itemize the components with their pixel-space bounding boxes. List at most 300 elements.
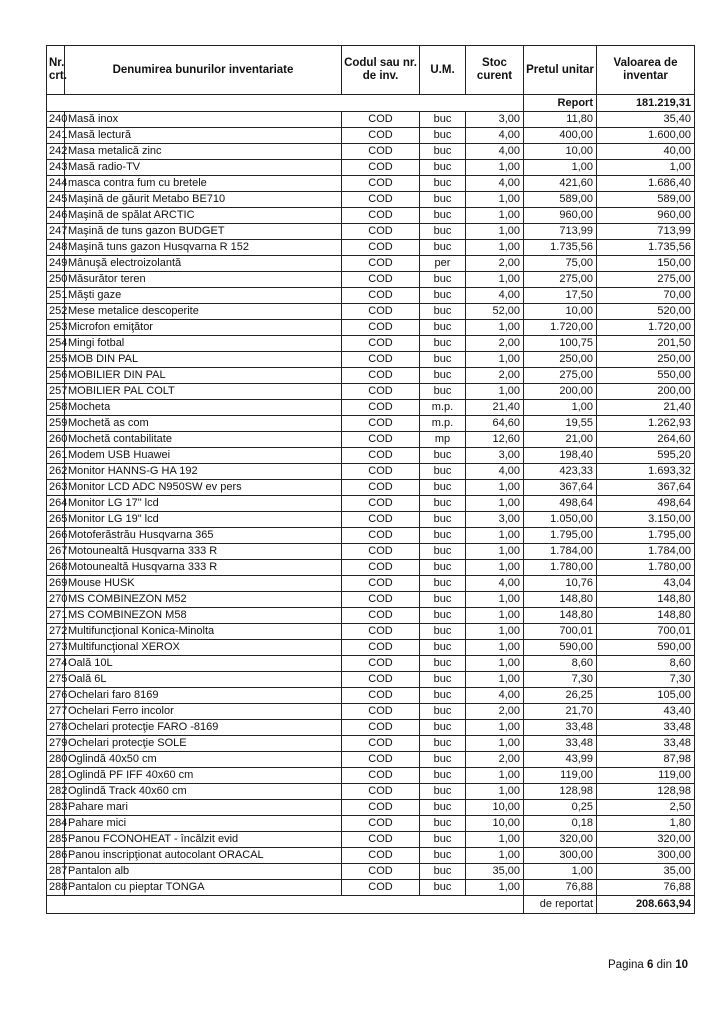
cell-code: COD (342, 160, 420, 176)
cell-nr: 256 (47, 368, 65, 384)
cell-um: buc (420, 320, 466, 336)
table-row (47, 160, 695, 176)
cell-name: Modem USB Huawei (65, 448, 342, 464)
cell-nr: 257 (47, 384, 65, 400)
cell-stock: 1,00 (466, 272, 524, 288)
cell-stock: 1,00 (466, 592, 524, 608)
table-row (47, 352, 695, 368)
cell-value: 148,80 (597, 608, 695, 624)
cell-name: Masă inox (65, 112, 342, 128)
cell-um: buc (420, 544, 466, 560)
cell-nr: 283 (47, 800, 65, 816)
cell-stock: 1,00 (466, 384, 524, 400)
cell-um: buc (420, 128, 466, 144)
cell-price: 1.784,00 (524, 544, 597, 560)
cell-value: 550,00 (597, 368, 695, 384)
table-row (47, 784, 695, 800)
cell-code: COD (342, 880, 420, 896)
cell-stock: 1,00 (466, 656, 524, 672)
cell-nr: 265 (47, 512, 65, 528)
cell-stock: 35,00 (466, 864, 524, 880)
table-row (47, 400, 695, 416)
cell-um: buc (420, 736, 466, 752)
cell-name: Motounealtă Husqvarna 333 R (65, 560, 342, 576)
cell-price: 275,00 (524, 272, 597, 288)
cell-name: Monitor LCD ADC N950SW ev pers (65, 480, 342, 496)
cell-stock: 2,00 (466, 704, 524, 720)
cell-stock: 1,00 (466, 768, 524, 784)
table-row (47, 768, 695, 784)
cell-name: MOBILIER PAL COLT (65, 384, 342, 400)
cell-price: 423,33 (524, 464, 597, 480)
cell-nr: 270 (47, 592, 65, 608)
cell-nr: 246 (47, 208, 65, 224)
cell-name: Panou inscripţionat autocolant ORACAL (65, 848, 342, 864)
table-row (47, 192, 695, 208)
cell-name: Măsurător teren (65, 272, 342, 288)
cell-name: Mese metalice descoperite (65, 304, 342, 320)
cell-price: 75,00 (524, 256, 597, 272)
header-stock: Stoc curent (466, 46, 524, 95)
cell-value: 589,00 (597, 192, 695, 208)
cell-um: buc (420, 192, 466, 208)
cell-code: COD (342, 736, 420, 752)
table-row (47, 672, 695, 688)
cell-um: buc (420, 528, 466, 544)
cell-code: COD (342, 576, 420, 592)
cell-price: 498,64 (524, 496, 597, 512)
cell-stock: 1,00 (466, 528, 524, 544)
cell-nr: 273 (47, 640, 65, 656)
cell-code: COD (342, 416, 420, 432)
cell-name: Ochelari faro 8169 (65, 688, 342, 704)
table-row (47, 528, 695, 544)
table-row (47, 736, 695, 752)
cell-value: 1.735,56 (597, 240, 695, 256)
page-total: 10 (675, 959, 688, 971)
cell-code: COD (342, 640, 420, 656)
cell-um: buc (420, 352, 466, 368)
cell-stock: 4,00 (466, 288, 524, 304)
cell-um: buc (420, 336, 466, 352)
cell-stock: 1,00 (466, 608, 524, 624)
cell-stock: 1,00 (466, 496, 524, 512)
cell-name: Masa metalică zinc (65, 144, 342, 160)
table-row (47, 144, 695, 160)
cell-value: 43,40 (597, 704, 695, 720)
cell-name: Maşină de găurit Metabo BE710 (65, 192, 342, 208)
cell-stock: 1,00 (466, 672, 524, 688)
cell-name: Maşină de spălat ARCTIC (65, 208, 342, 224)
cell-stock: 4,00 (466, 144, 524, 160)
cell-nr: 287 (47, 864, 65, 880)
cell-um: buc (420, 768, 466, 784)
cell-name: Monitor LG 17" lcd (65, 496, 342, 512)
cell-nr: 263 (47, 480, 65, 496)
table-row (47, 464, 695, 480)
cell-code: COD (342, 800, 420, 816)
cell-name: Masă radio-TV (65, 160, 342, 176)
cell-um: buc (420, 480, 466, 496)
cell-price: 1,00 (524, 400, 597, 416)
cell-code: COD (342, 384, 420, 400)
cell-value: 1.686,40 (597, 176, 695, 192)
table-row (47, 864, 695, 880)
cell-nr: 275 (47, 672, 65, 688)
cell-price: 17,50 (524, 288, 597, 304)
cell-value: 1.784,00 (597, 544, 695, 560)
cell-nr: 255 (47, 352, 65, 368)
cell-nr: 258 (47, 400, 65, 416)
cell-name: Oglindă 40x50 cm (65, 752, 342, 768)
table-row (47, 448, 695, 464)
cell-um: buc (420, 448, 466, 464)
cell-nr: 259 (47, 416, 65, 432)
table-row (47, 240, 695, 256)
cell-code: COD (342, 352, 420, 368)
cell-price: 275,00 (524, 368, 597, 384)
cell-stock: 10,00 (466, 800, 524, 816)
cell-stock: 2,00 (466, 256, 524, 272)
cell-name: Mânuşă electroizolantă (65, 256, 342, 272)
cell-price: 100,75 (524, 336, 597, 352)
cell-value: 43,04 (597, 576, 695, 592)
cell-name: Masă lectură (65, 128, 342, 144)
cell-um: buc (420, 864, 466, 880)
table-row (47, 368, 695, 384)
cell-value: 35,00 (597, 864, 695, 880)
cell-code: COD (342, 320, 420, 336)
cell-price: 148,80 (524, 592, 597, 608)
cell-code: COD (342, 528, 420, 544)
cell-stock: 3,00 (466, 448, 524, 464)
cell-value: 21,40 (597, 400, 695, 416)
cell-code: COD (342, 336, 420, 352)
cell-value: 128,98 (597, 784, 695, 800)
table-row (47, 512, 695, 528)
cell-um: buc (420, 304, 466, 320)
table-row (47, 704, 695, 720)
cell-nr: 261 (47, 448, 65, 464)
cell-price: 33,48 (524, 736, 597, 752)
cell-code: COD (342, 512, 420, 528)
carry-forward-label: de reportat (524, 896, 597, 914)
cell-um: buc (420, 800, 466, 816)
cell-value: 3.150,00 (597, 512, 695, 528)
footer-row (47, 896, 695, 914)
cell-value: 264,60 (597, 432, 695, 448)
cell-name: MOBILIER DIN PAL (65, 368, 342, 384)
cell-stock: 2,00 (466, 336, 524, 352)
cell-code: COD (342, 608, 420, 624)
cell-nr: 285 (47, 832, 65, 848)
cell-price: 400,00 (524, 128, 597, 144)
table-row (47, 256, 695, 272)
cell-price: 119,00 (524, 768, 597, 784)
cell-um: buc (420, 368, 466, 384)
cell-stock: 2,00 (466, 752, 524, 768)
cell-nr: 280 (47, 752, 65, 768)
cell-value: 148,80 (597, 592, 695, 608)
cell-stock: 12,60 (466, 432, 524, 448)
cell-code: COD (342, 864, 420, 880)
cell-um: buc (420, 672, 466, 688)
cell-nr: 262 (47, 464, 65, 480)
cell-name: MS COMBINEZON M58 (65, 608, 342, 624)
cell-code: COD (342, 144, 420, 160)
cell-um: buc (420, 608, 466, 624)
cell-um: buc (420, 720, 466, 736)
cell-um: per (420, 256, 466, 272)
cell-um: buc (420, 704, 466, 720)
cell-stock: 1,00 (466, 192, 524, 208)
cell-name: Ochelari Ferro incolor (65, 704, 342, 720)
cell-nr: 278 (47, 720, 65, 736)
cell-value: 35,40 (597, 112, 695, 128)
cell-stock: 3,00 (466, 112, 524, 128)
cell-stock: 4,00 (466, 464, 524, 480)
table-row (47, 688, 695, 704)
cell-value: 275,00 (597, 272, 695, 288)
cell-um: buc (420, 144, 466, 160)
cell-um: buc (420, 560, 466, 576)
cell-name: Pantalon alb (65, 864, 342, 880)
cell-price: 320,00 (524, 832, 597, 848)
cell-value: 105,00 (597, 688, 695, 704)
cell-value: 1.693,32 (597, 464, 695, 480)
header-price: Pretul unitar (524, 46, 597, 95)
cell-stock: 1,00 (466, 480, 524, 496)
cell-stock: 4,00 (466, 128, 524, 144)
header-um: U.M. (420, 46, 466, 95)
cell-value: 87,98 (597, 752, 695, 768)
cell-price: 11,80 (524, 112, 597, 128)
cell-code: COD (342, 592, 420, 608)
cell-name: MS COMBINEZON M52 (65, 592, 342, 608)
cell-price: 1.795,00 (524, 528, 597, 544)
cell-code: COD (342, 544, 420, 560)
cell-um: m.p. (420, 400, 466, 416)
cell-price: 0,25 (524, 800, 597, 816)
cell-value: 33,48 (597, 720, 695, 736)
cell-price: 250,00 (524, 352, 597, 368)
table-header-row (47, 46, 695, 95)
cell-value: 76,88 (597, 880, 695, 896)
cell-code: COD (342, 368, 420, 384)
cell-name: Oglindă PF IFF 40x60 cm (65, 768, 342, 784)
cell-nr: 268 (47, 560, 65, 576)
cell-code: COD (342, 480, 420, 496)
cell-value: 1.795,00 (597, 528, 695, 544)
table-row (47, 752, 695, 768)
report-row (47, 95, 695, 112)
cell-um: buc (420, 272, 466, 288)
table-row (47, 480, 695, 496)
cell-value: 150,00 (597, 256, 695, 272)
cell-code: COD (342, 400, 420, 416)
cell-value: 8,60 (597, 656, 695, 672)
table-row (47, 384, 695, 400)
cell-nr: 282 (47, 784, 65, 800)
table-row (47, 272, 695, 288)
cell-value: 320,00 (597, 832, 695, 848)
cell-nr: 241 (47, 128, 65, 144)
cell-name: Microfon emiţător (65, 320, 342, 336)
table-row (47, 832, 695, 848)
cell-price: 19,55 (524, 416, 597, 432)
report-value: 181.219,31 (597, 95, 695, 112)
cell-nr: 288 (47, 880, 65, 896)
cell-value: 70,00 (597, 288, 695, 304)
cell-stock: 52,00 (466, 304, 524, 320)
cell-name: Pahare mari (65, 800, 342, 816)
cell-nr: 279 (47, 736, 65, 752)
cell-code: COD (342, 224, 420, 240)
cell-price: 713,99 (524, 224, 597, 240)
header-name: Denumirea bunurilor inventariate (65, 46, 342, 95)
cell-code: COD (342, 272, 420, 288)
cell-code: COD (342, 624, 420, 640)
cell-um: buc (420, 240, 466, 256)
table-row (47, 800, 695, 816)
cell-stock: 1,00 (466, 640, 524, 656)
table-row (47, 432, 695, 448)
cell-stock: 3,00 (466, 512, 524, 528)
cell-um: buc (420, 816, 466, 832)
cell-code: COD (342, 128, 420, 144)
cell-um: m.p. (420, 416, 466, 432)
cell-value: 201,50 (597, 336, 695, 352)
cell-um: buc (420, 176, 466, 192)
cell-price: 7,30 (524, 672, 597, 688)
cell-price: 10,76 (524, 576, 597, 592)
inventory-sheet (46, 45, 694, 914)
cell-name: Motounealtă Husqvarna 333 R (65, 544, 342, 560)
cell-um: buc (420, 464, 466, 480)
cell-nr: 243 (47, 160, 65, 176)
cell-price: 367,64 (524, 480, 597, 496)
cell-price: 8,60 (524, 656, 597, 672)
cell-name: Oală 10L (65, 656, 342, 672)
cell-stock: 4,00 (466, 576, 524, 592)
page-current: 6 (647, 959, 654, 971)
cell-value: 2,50 (597, 800, 695, 816)
cell-nr: 250 (47, 272, 65, 288)
cell-code: COD (342, 816, 420, 832)
table-row (47, 592, 695, 608)
cell-code: COD (342, 432, 420, 448)
cell-price: 421,60 (524, 176, 597, 192)
cell-stock: 2,00 (466, 368, 524, 384)
cell-um: buc (420, 496, 466, 512)
cell-price: 43,99 (524, 752, 597, 768)
cell-price: 1.735,56 (524, 240, 597, 256)
table-row (47, 640, 695, 656)
cell-nr: 252 (47, 304, 65, 320)
table-row (47, 416, 695, 432)
cell-nr: 267 (47, 544, 65, 560)
cell-code: COD (342, 464, 420, 480)
page-number (608, 959, 688, 971)
header-code: Codul sau nr. de inv. (342, 46, 420, 95)
cell-um: buc (420, 224, 466, 240)
cell-stock: 1,00 (466, 880, 524, 896)
cell-stock: 21,40 (466, 400, 524, 416)
cell-value: 367,64 (597, 480, 695, 496)
table-body (47, 95, 695, 896)
cell-name: Mochetă as com (65, 416, 342, 432)
cell-name: Multifuncţional Konica-Minolta (65, 624, 342, 640)
cell-value: 200,00 (597, 384, 695, 400)
cell-stock: 1,00 (466, 320, 524, 336)
table-row (47, 112, 695, 128)
table-row (47, 544, 695, 560)
table-row (47, 320, 695, 336)
cell-value: 1,00 (597, 160, 695, 176)
cell-um: buc (420, 384, 466, 400)
cell-nr: 244 (47, 176, 65, 192)
cell-code: COD (342, 208, 420, 224)
cell-code: COD (342, 560, 420, 576)
cell-value: 960,00 (597, 208, 695, 224)
cell-nr: 286 (47, 848, 65, 864)
cell-um: buc (420, 752, 466, 768)
cell-code: COD (342, 112, 420, 128)
cell-um: buc (420, 512, 466, 528)
table-row (47, 656, 695, 672)
table-row (47, 720, 695, 736)
cell-name: Mochetă contabilitate (65, 432, 342, 448)
cell-stock: 4,00 (466, 688, 524, 704)
table-row (47, 880, 695, 896)
cell-price: 1.050,00 (524, 512, 597, 528)
cell-um: buc (420, 880, 466, 896)
cell-stock: 1,00 (466, 784, 524, 800)
cell-value: 498,64 (597, 496, 695, 512)
cell-name: Ochelari protecţie SOLE (65, 736, 342, 752)
cell-um: buc (420, 688, 466, 704)
cell-um: buc (420, 640, 466, 656)
table-row (47, 816, 695, 832)
cell-stock: 1,00 (466, 848, 524, 864)
cell-um: mp (420, 432, 466, 448)
report-label: Report (524, 95, 597, 112)
cell-name: Multifuncţional XEROX (65, 640, 342, 656)
carry-forward-value: 208.663,94 (597, 896, 695, 914)
cell-um: buc (420, 592, 466, 608)
cell-value: 1.780,00 (597, 560, 695, 576)
cell-code: COD (342, 704, 420, 720)
cell-value: 7,30 (597, 672, 695, 688)
cell-stock: 1,00 (466, 624, 524, 640)
cell-um: buc (420, 624, 466, 640)
cell-price: 0,18 (524, 816, 597, 832)
cell-nr: 253 (47, 320, 65, 336)
cell-nr: 274 (47, 656, 65, 672)
table-row (47, 608, 695, 624)
cell-price: 21,00 (524, 432, 597, 448)
cell-name: Oglindă Track 40x60 cm (65, 784, 342, 800)
cell-code: COD (342, 672, 420, 688)
cell-stock: 1,00 (466, 208, 524, 224)
cell-price: 10,00 (524, 144, 597, 160)
cell-name: Maşină tuns gazon Husqvarna R 152 (65, 240, 342, 256)
cell-value: 700,01 (597, 624, 695, 640)
cell-um: buc (420, 576, 466, 592)
cell-stock: 4,00 (466, 176, 524, 192)
cell-um: buc (420, 656, 466, 672)
cell-price: 26,25 (524, 688, 597, 704)
